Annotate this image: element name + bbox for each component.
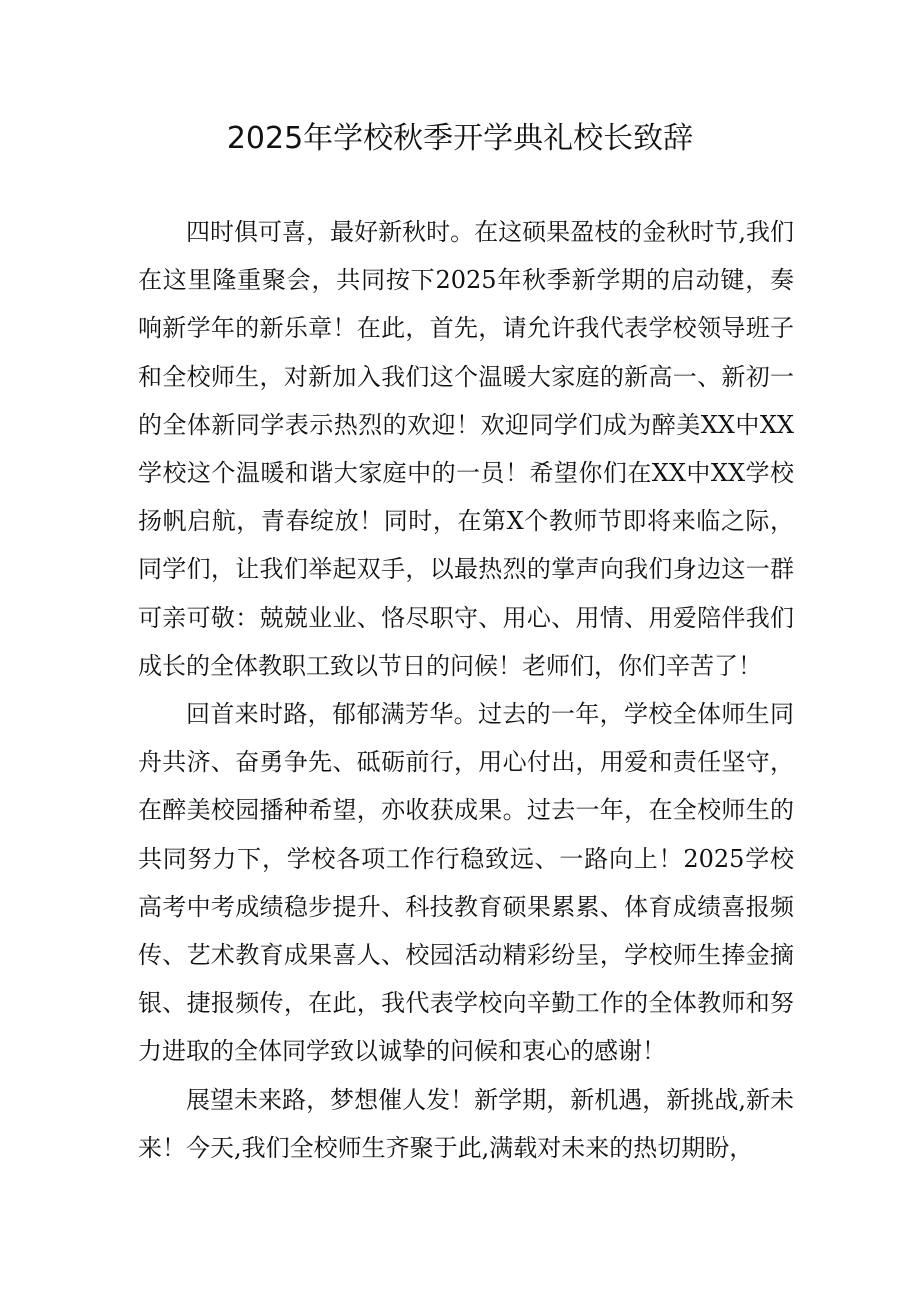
document-title: 2025年学校秋季开学典礼校长致辞 <box>226 121 694 156</box>
paragraph-2: 回首来时路，郁郁满芳华。过去的一年，学校全体师生同舟共济、奋勇争先、砥砺前行，用心付出，用爱和责任坚守，在醉美校园播种希望，亦收获成果。过去一年，在全校师生的共同努力下，学校各项工作行稳致远、一路向上！2025学校高考中考成绩稳步提升、科技教育硕果累累、体育成绩喜报频传、艺术教育成果喜人、校园活动精彩纷呈，学校师生捧金摘银、捷报频传，在此，我代表学校向辛勤工作的全体教师和努力进取的全体同学致以诚挚的问候和衷心的感谢！ <box>138 700 794 1066</box>
paragraph-1: 四时俱可喜，最好新秋时。在这硕果盈枝的金秋时节,我们在这里隆重聚会，共同按下2025年秋季新学期的启动键，奏响新学年的新乐章！在此，首先，请允许我代表学校领导班子和全校师生，对新加入我们这个温暖大家庭的新高一、新初一的全体新同学表示热烈的欢迎！欢迎同学们成为醉美XX中XX学校这个温暖和谐大家庭中的一员！希望你们在XX中XX学校扬帆启航，青春绽放！同时，在第X个教师节即将来临之际，同学们，让我们举起双手，以最热烈的掌声向我们身边这一群可亲可敬：兢兢业业、恪尽职守、用心、用情、用爱陪伴我们成长的全体教职工致以节日的问候！老师们，你们辛苦了！ <box>138 218 794 680</box>
document-body <box>138 208 794 1172</box>
paragraph-3: 展望未来路，梦想催人发！新学期，新机遇，新挑战,新未来！今天,我们全校师生齐聚于此,满载对未来的热切期盼， <box>138 1085 794 1162</box>
